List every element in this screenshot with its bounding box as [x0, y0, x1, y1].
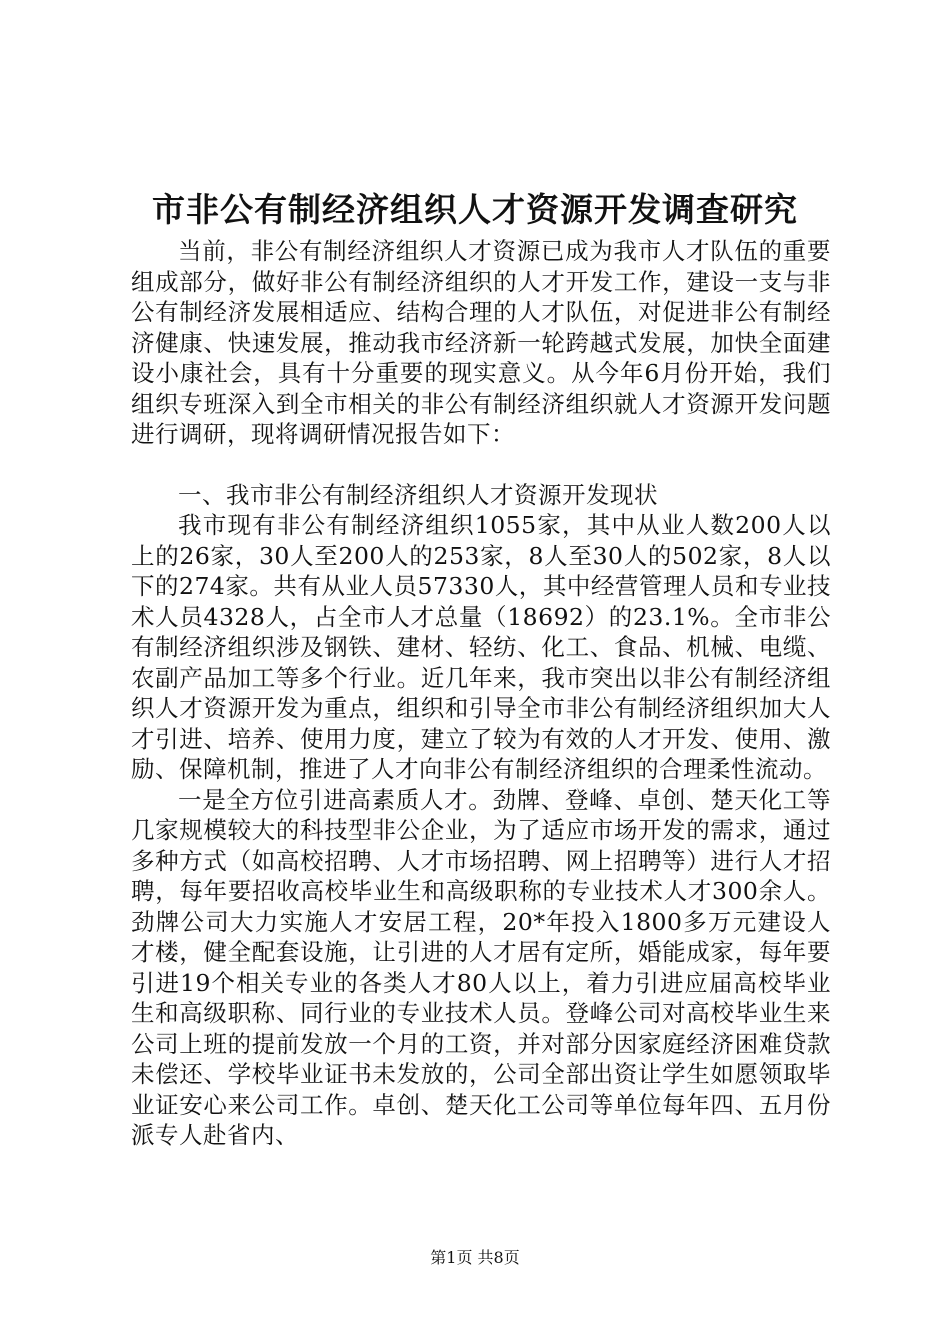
- paragraph-gap: [131, 450, 831, 480]
- page-footer: 第1页 共8页: [430, 1248, 520, 1267]
- section-paragraph-talent-introduction: 一是全方位引进高素质人才。劲牌、登峰、卓创、楚天化工等几家规模较大的科技型非公企业，为了适应市场开发的需求，通过多种方式（如高校招聘、人才市场招聘、网上招聘等）进行人才招聘，每年要招收高校毕业生和高级职称的专业技术人才300余人。劲牌公司大力实施人才安居工程，20*年投入1800多万元建设人才楼，健全配套设施，让引进的人才居有定所，婚能成家，每年要引进19个相关专业的各类人才80人以上，着力引进应届高校毕业生和高级职称、同行业的专业技术人员。登峰公司对高校毕业生来公司上班的提前发放一个月的工资，并对部分因家庭经济困难贷款未偿还、学校毕业证书未发放的，公司全部出资让学生如愿领取毕业证安心来公司工作。卓创、楚天化工公司等单位每年四、五月份派专人赴省内、: [131, 785, 831, 1149]
- section-paragraph-status: 我市现有非公有制经济组织1055家，其中从业人数200人以上的26家，30人至200人的253家，8人至30人的502家，8人以下的274家。共有从业人员57330人，其中经营管理人员和专业技术人员4328人，占全市人才总量（18692）的23.1%。全市非公有制经济组织涉及钢铁、建材、轻纺、化工、食品、机械、电缆、农副产品加工等多个行业。近几年来，我市突出以非公有制经济组织人才资源开发为重点，组织和引导全市非公有制经济组织加大人才引进、培养、使用力度，建立了较为有效的人才开发、使用、激励、保障机制，推进了人才向非公有制经济组织的合理柔性流动。: [131, 511, 831, 783]
- document-body: [131, 236, 831, 1151]
- intro-paragraph: 当前，非公有制经济组织人才资源已成为我市人才队伍的重要组成部分，做好非公有制经济组织的人才开发工作，建设一支与非公有制经济发展相适应、结构合理的人才队伍，对促进非公有制经济健康、快速发展，推动我市经济新一轮跨越式发展，加快全面建设小康社会，具有十分重要的现实意义。从今年6月份开始，我们组织专班深入到全市相关的非公有制经济组织就人才资源开发问题进行调研，现将调研情况报告如下：: [131, 237, 831, 448]
- section-heading: 一、我市非公有制经济组织人才资源开发现状: [178, 480, 658, 509]
- document-title: 市非公有制经济组织人才资源开发调查研究: [152, 190, 798, 229]
